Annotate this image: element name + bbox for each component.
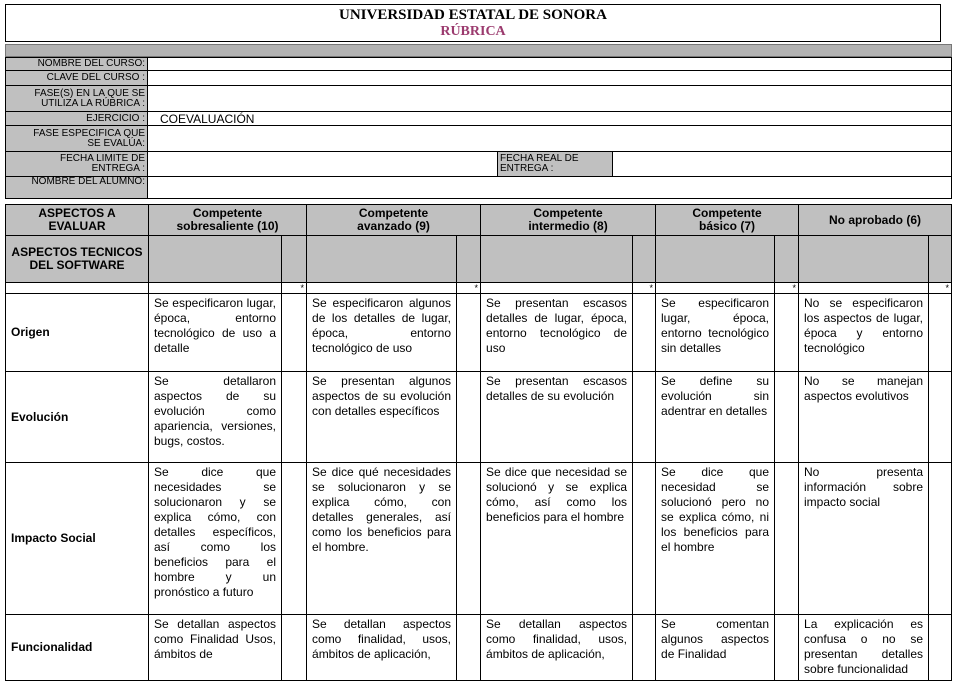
course-info-table [5, 57, 952, 199]
score-cell[interactable] [457, 294, 481, 372]
aspect-name: Evolución [6, 372, 149, 463]
score-cell[interactable] [282, 615, 307, 681]
aspect-name: Funcionalidad [6, 615, 149, 681]
rubric-row [6, 463, 952, 615]
separator-band [5, 44, 952, 57]
criteria-cell: Se presentan escasos detalles de su evolución [481, 372, 633, 463]
rubric-row [6, 615, 952, 681]
criteria-cell: Se dice qué necesidades se solucionaron y se explica cómo, con detalles generales, así como los beneficios para el hombre. [307, 463, 457, 615]
criteria-cell: No presenta información sobre impacto social [799, 463, 929, 615]
exercise-label: EJERCICIO : [6, 112, 148, 126]
phase-eval-label: FASE ESPECIFICA QUE SE EVALÚA: [6, 126, 148, 152]
criteria-cell: Se presentan escasos detalles de lugar, época, entorno tecnológico de uso [481, 294, 633, 372]
criteria-cell: Se comentan algunos aspectos de Finalidad [656, 615, 775, 681]
criteria-cell: Se especificaron algunos de los detalles de lugar, época, entorno tecnológico de uso [307, 294, 457, 372]
phases-field[interactable] [148, 86, 952, 112]
course-name-label: NOMBRE DEL CURSO: [6, 58, 148, 71]
score-cell[interactable] [282, 294, 307, 372]
course-name-field[interactable] [148, 58, 952, 71]
real-date-label: FECHA REAL DE ENTREGA : [498, 152, 613, 177]
score-cell[interactable] [633, 372, 656, 463]
score-cell[interactable] [775, 372, 799, 463]
score-cell[interactable] [457, 615, 481, 681]
aspect-name: Origen [6, 294, 149, 372]
star-marker: * [775, 283, 799, 294]
level-header: No aprobado (6) [799, 205, 952, 236]
score-cell[interactable] [929, 372, 952, 463]
score-cell[interactable] [282, 463, 307, 615]
criteria-cell: Se detallan aspectos como Finalidad Usos, ámbitos de [149, 615, 282, 681]
deadline-field[interactable] [148, 152, 498, 177]
criteria-cell: Se especificaron lugar, época, entorno tecnológico sin detalles [656, 294, 775, 372]
score-cell[interactable] [775, 615, 799, 681]
criteria-cell: Se presentan algunos aspectos de su evolución con detalles específicos [307, 372, 457, 463]
criteria-cell: Se dice que necesidades se solucionaron y se explica cómo, con detalles específicos, así como los beneficios para el hombre y un pronóstico a futuro [149, 463, 282, 615]
score-cell[interactable] [775, 294, 799, 372]
score-cell[interactable] [633, 463, 656, 615]
criteria-cell: No se manejan aspectos evolutivos [799, 372, 929, 463]
university-title: UNIVERSIDAD ESTATAL DE SONORA [339, 7, 607, 23]
level-header: Competente avanzado (9) [307, 205, 481, 236]
score-cell[interactable] [457, 372, 481, 463]
deadline-label: FECHA LIMITE DE ENTREGA : [6, 152, 148, 177]
course-code-field[interactable] [148, 71, 952, 86]
score-cell[interactable] [929, 615, 952, 681]
level-header: Competente intermedio (8) [481, 205, 656, 236]
rubric-row [6, 372, 952, 463]
aspects-header: ASPECTOS A EVALUAR [6, 205, 149, 236]
rubric-table [5, 204, 952, 681]
criteria-cell: Se dice que necesidad se solucionó y se explica cómo, así como los beneficios para el hombre [481, 463, 633, 615]
course-code-label: CLAVE DEL CURSO : [6, 71, 148, 86]
score-cell[interactable] [929, 463, 952, 615]
score-cell[interactable] [633, 615, 656, 681]
score-cell[interactable] [633, 294, 656, 372]
criteria-cell: La explicación es confusa o no se presentan detalles sobre funcionalidad [799, 615, 929, 681]
score-cell[interactable] [282, 372, 307, 463]
score-cell[interactable] [775, 463, 799, 615]
level-header: Competente sobresaliente (10) [149, 205, 307, 236]
phases-label: FASE(S) EN LA QUE SE UTILIZA LA RÚBRICA : [6, 86, 148, 112]
student-name-field[interactable] [148, 177, 952, 199]
aspect-name: Impacto Social [6, 463, 149, 615]
rubric-title: RÚBRICA [440, 24, 506, 39]
criteria-cell: Se define su evolución sin adentrar en detalles [656, 372, 775, 463]
criteria-cell: Se detallan aspectos como finalidad, usos, ámbitos de aplicación, [481, 615, 633, 681]
star-marker: * [929, 283, 952, 294]
real-date-field[interactable] [613, 152, 952, 177]
score-cell[interactable] [457, 463, 481, 615]
section-title: ASPECTOS TECNICOS DEL SOFTWARE [6, 236, 149, 283]
document-header [5, 4, 941, 42]
score-cell[interactable] [929, 294, 952, 372]
student-name-label: NOMBRE DEL ALUMNO: [6, 177, 148, 199]
criteria-cell: Se detallan aspectos como finalidad, usos, ámbitos de aplicación, [307, 615, 457, 681]
criteria-cell: No se especificaron los aspectos de lugar, época y entorno tecnológico [799, 294, 929, 372]
criteria-cell: Se dice que necesidad se solucionó pero no se explica cómo, ni los beneficios para el hombre [656, 463, 775, 615]
phase-eval-field[interactable] [148, 126, 952, 152]
star-marker: * [457, 283, 481, 294]
level-header: Competente básico (7) [656, 205, 799, 236]
exercise-value[interactable]: COEVALUACIÓN [148, 112, 952, 126]
criteria-cell: Se detallaron aspectos de su evolución como apariencia, versiones, bugs, costos. [149, 372, 282, 463]
star-marker: * [633, 283, 656, 294]
rubric-row [6, 294, 952, 372]
star-marker: * [282, 283, 307, 294]
criteria-cell: Se especificaron lugar, época, entorno tecnológico de uso a detalle [149, 294, 282, 372]
